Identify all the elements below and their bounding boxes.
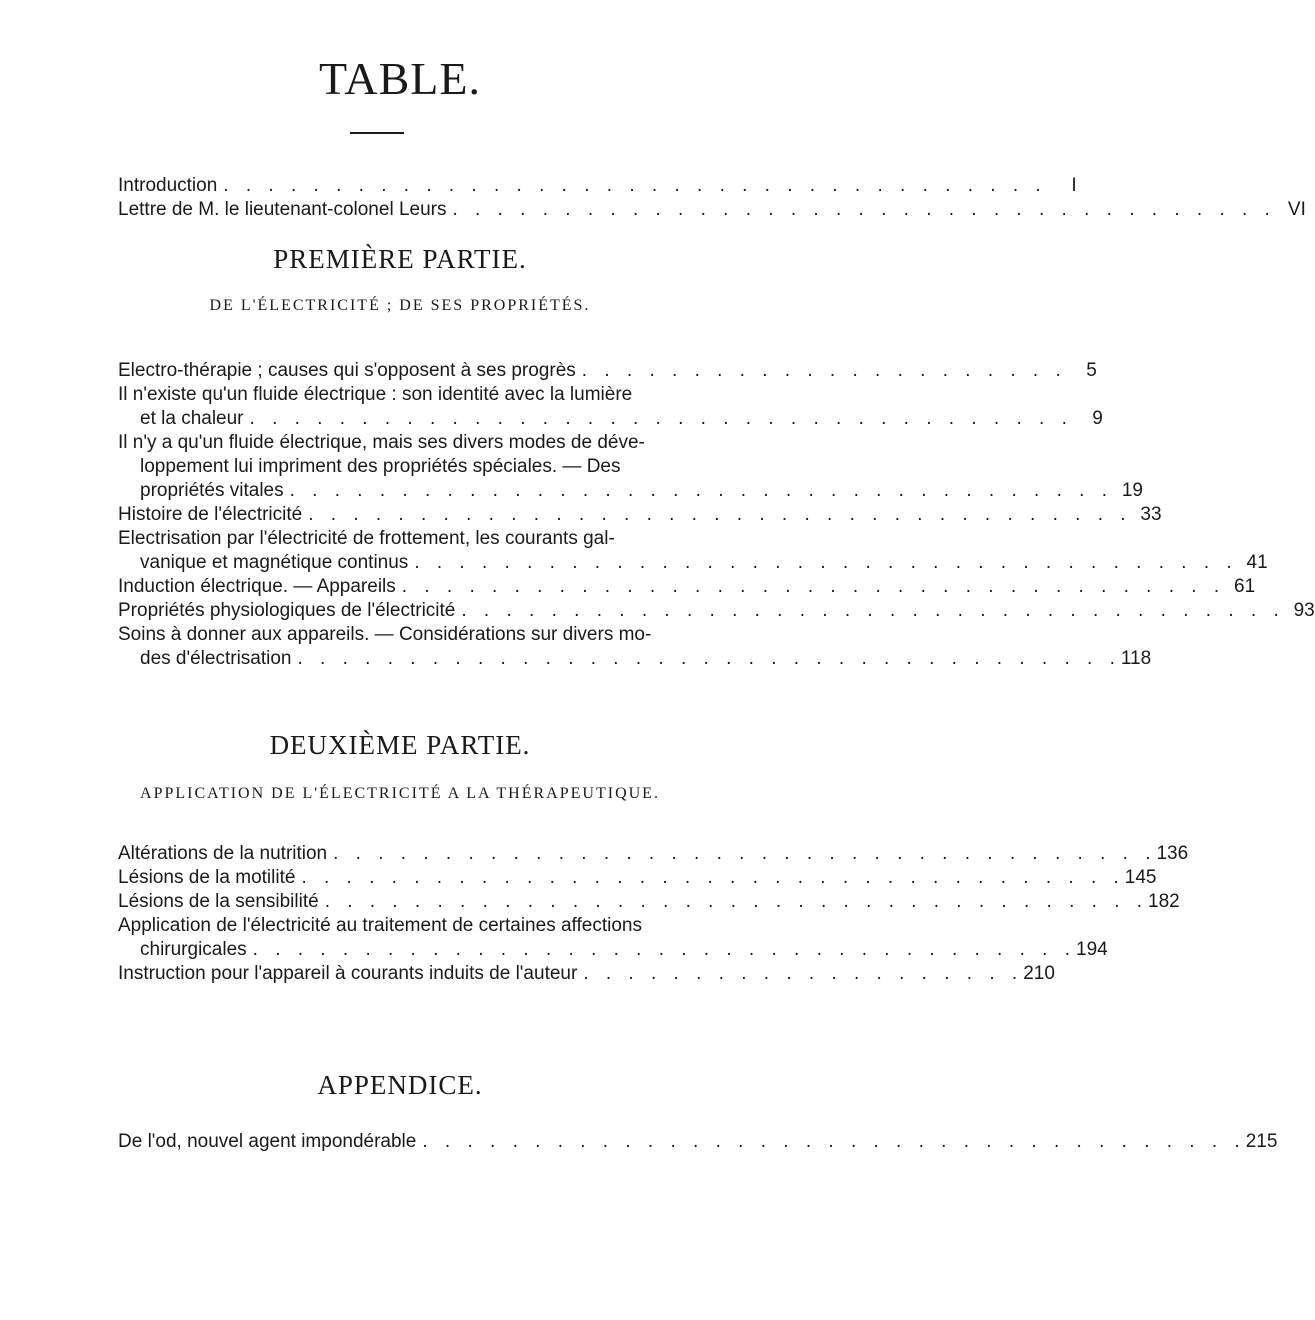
dot-leader: . . . . . . . . . . . . . . . . . . . . . . . . . . . . . . . . . . . . . (333, 843, 1157, 864)
toc-entry (118, 575, 1256, 599)
part1-list (118, 359, 1315, 671)
toc-entry-page: 118 (1120, 648, 1152, 669)
toc-entry-continuation: vanique et magnétique continus (140, 552, 409, 573)
toc-entry-label: Introduction (118, 175, 218, 196)
dot-leader: . . . . . . . . . . . . . . . . . . . . . . . . . . . . . . . . . . . . . (249, 408, 1073, 429)
toc-entry-page: 210 (1023, 963, 1055, 984)
toc-entry-continuation: des d'électrisation (140, 648, 292, 669)
toc-entry-page: 145 (1124, 867, 1157, 888)
dot-leader: . . . . . . . . . . . . . . . . . . . . . . . . . . . . . . . . . . . . . (252, 939, 1077, 960)
toc-entry (118, 866, 1157, 890)
toc-entry-label: De l'od, nouvel agent impondérable (118, 1131, 417, 1152)
toc-entry (118, 359, 1097, 383)
dot-leader: . . . . . . . . . . . . . . . . . . . . . . . . . . . . . . . . . . . . . (297, 648, 1121, 669)
toc-entry (118, 938, 1108, 962)
appendix-list (118, 1130, 1278, 1154)
toc-entry-label: Instruction pour l'appareil à courants induits de l'auteur (118, 963, 578, 984)
toc-entry-page: 136 (1156, 843, 1189, 864)
toc-entry-page: I (1071, 175, 1077, 196)
toc-entry-page: 215 (1245, 1131, 1278, 1152)
dot-leader: . . . . . . . . . . . . . . . . . . . . . . (581, 360, 1067, 381)
toc-entry (118, 479, 1143, 503)
dot-leader: . . . . . . . . . . . . . . . . . . . . . . . . . . . . . . . . . . . . . (223, 175, 1047, 196)
front-matter-list (118, 174, 1306, 222)
toc-entry-label: loppement lui impriment des propriétés spéciales. — Des (140, 456, 621, 477)
part1-heading: PREMIÈRE PARTIE. (273, 244, 527, 274)
title-rule (350, 132, 404, 134)
toc-entry-continuation: propriétés vitales (140, 480, 284, 501)
toc-entry-continuation: et la chaleur (140, 408, 244, 429)
toc-entry-label: Il n'y a qu'un fluide électrique, mais ses divers modes de déve- (118, 432, 645, 453)
toc-entry-continuation: chirurgicales (140, 939, 247, 960)
toc-entry-page: 182 (1148, 891, 1180, 912)
toc-entry (118, 174, 1077, 198)
toc-entry (118, 198, 1306, 222)
dot-leader: . . . . . . . . . . . . . . . . . . . . (583, 963, 1024, 984)
toc-entry-label: Lésions de la motilité (118, 867, 296, 888)
appendix-heading: APPENDICE. (317, 1070, 483, 1100)
dot-leader: . . . . . . . . . . . . . . . . . . . . . . . . . . . . . . . . . . . . . (301, 867, 1125, 888)
toc-entry-label: Soins à donner aux appareils. — Considérations sur divers mo- (118, 624, 652, 645)
toc-entry (118, 407, 1103, 431)
toc-entry-page: 9 (1092, 408, 1103, 429)
toc-entry (118, 599, 1315, 623)
toc-entry-page: 33 (1140, 504, 1162, 525)
toc-entry-label: Lésions de la sensibilité (118, 891, 319, 912)
toc-entry-label: Propriétés physiologiques de l'électricité (118, 600, 456, 621)
toc-entry-page: 5 (1086, 360, 1097, 381)
dot-leader: . . . . . . . . . . . . . . . . . . . . . . . . . . . . . . . . . . . . . (324, 891, 1149, 912)
part2-subheading: APPLICATION DE L'ÉLECTRICITÉ A LA THÉRAPEUTIQUE. (140, 785, 660, 802)
toc-entry-page: 93 (1293, 600, 1315, 621)
dot-leader: . . . . . . . . . . . . . . . . . . . . . . . . . . . . . . . . . . . . . (461, 600, 1285, 621)
toc-entry-label: Altérations de la nutrition (118, 843, 328, 864)
toc-entry-label: Electro-thérapie ; causes qui s'opposent à ses progrès (118, 360, 576, 381)
toc-entry (118, 842, 1189, 866)
toc-entry-page: 19 (1121, 480, 1143, 501)
toc-entry-page: 61 (1234, 576, 1256, 597)
dot-leader: . . . . . . . . . . . . . . . . . . . . . . . . . . . . . . . . . . . . . (401, 576, 1226, 597)
toc-entry (118, 647, 1152, 671)
dot-leader: . . . . . . . . . . . . . . . . . . . . . . . . . . . . . . . . . . . . . (414, 552, 1238, 573)
dot-leader: . . . . . . . . . . . . . . . . . . . . . . . . . . . . . . . . . . . . . (308, 504, 1132, 525)
dot-leader: . . . . . . . . . . . . . . . . . . . . . . . . . . . . . . . . . . . . . (422, 1131, 1246, 1152)
toc-entry-page: VI (1287, 199, 1306, 220)
part2-heading: DEUXIÈME PARTIE. (269, 730, 531, 760)
toc-entry-label: Lettre de M. le lieutenant-colonel Leurs (118, 199, 447, 220)
toc-entry-page: 41 (1246, 552, 1268, 573)
toc-entry-label: Induction électrique. — Appareils (118, 576, 396, 597)
part2-list (118, 842, 1189, 986)
part1-subheading: DE L'ÉLECTRICITÉ ; DE SES PROPRIÉTÉS. (209, 297, 591, 314)
toc-entry-label: Electrisation par l'électricité de frottement, les courants gal- (118, 528, 615, 549)
toc-entry (118, 551, 1268, 575)
toc-entry (118, 503, 1162, 527)
toc-entry-label: Histoire de l'électricité (118, 504, 303, 525)
toc-entry (118, 890, 1180, 914)
page-title: TABLE. (318, 53, 481, 104)
toc-entry-label: Il n'existe qu'un fluide électrique : son identité avec la lumière (118, 384, 633, 405)
toc-entry (118, 962, 1055, 986)
dot-leader: . . . . . . . . . . . . . . . . . . . . . . . . . . . . . . . . . . . . . (452, 199, 1276, 220)
toc-entry-label: Application de l'électricité au traitement de certaines affections (118, 915, 642, 936)
dot-leader: . . . . . . . . . . . . . . . . . . . . . . . . . . . . . . . . . . . . . (289, 480, 1113, 501)
toc-entry (118, 1130, 1278, 1154)
toc-entry-page: 194 (1076, 939, 1108, 960)
